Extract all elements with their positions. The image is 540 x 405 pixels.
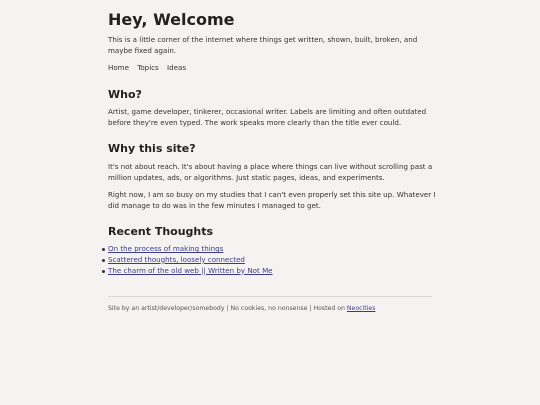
who-text: Artist, game developer, tinkerer, occasional writer. Labels are limiting and often outdated before they're even typed. The work speaks more clearly than the title ever could. <box>108 107 427 127</box>
recent-thoughts-list <box>108 244 273 276</box>
nav-link-ideas[interactable]: Ideas <box>167 63 187 72</box>
list-item <box>108 255 273 266</box>
neocities-link[interactable]: Neocities <box>346 305 376 312</box>
nav-link-topics[interactable]: Topics <box>137 63 159 72</box>
thought-link-old-web[interactable]: The charm of the old web || Written by Not Me <box>108 265 273 275</box>
recent-thoughts-heading: Recent Thoughts <box>108 225 214 238</box>
why-paragraph-2: Right now, I am so busy on my studies that I can't even properly set this site up. Whatever I did manage to do was in the few minutes I managed to get. <box>108 190 436 210</box>
list-item <box>108 266 273 277</box>
thought-link-scattered-thoughts[interactable]: Scattered thoughts, loosely connected <box>108 254 245 264</box>
intro-text: This is a little corner of the internet where things get written, shown, built, broken, and maybe fixed again. <box>108 35 418 55</box>
why-heading: Why this site? <box>108 142 196 155</box>
who-heading: Who? <box>108 88 142 101</box>
bullet-icon <box>102 248 105 251</box>
site-footer <box>108 304 375 313</box>
why-paragraph-1: It's not about reach. It's about having a place where things can live without scrolling past a million updates, ads, or algorithms. Just static pages, ideas, and experiments. <box>108 162 433 182</box>
bullet-icon <box>102 259 105 262</box>
bullet-icon <box>102 270 105 273</box>
main-nav <box>108 63 192 73</box>
list-item <box>108 244 273 255</box>
nav-link-home[interactable]: Home <box>108 63 129 72</box>
page-title: Hey, Welcome <box>108 10 235 29</box>
thought-link-making-things[interactable]: On the process of making things <box>108 244 224 253</box>
footer-text: Site by an artist/developer/somebody | No cookies, no nonsense | Hosted on <box>108 305 347 312</box>
footer-divider <box>108 296 432 297</box>
